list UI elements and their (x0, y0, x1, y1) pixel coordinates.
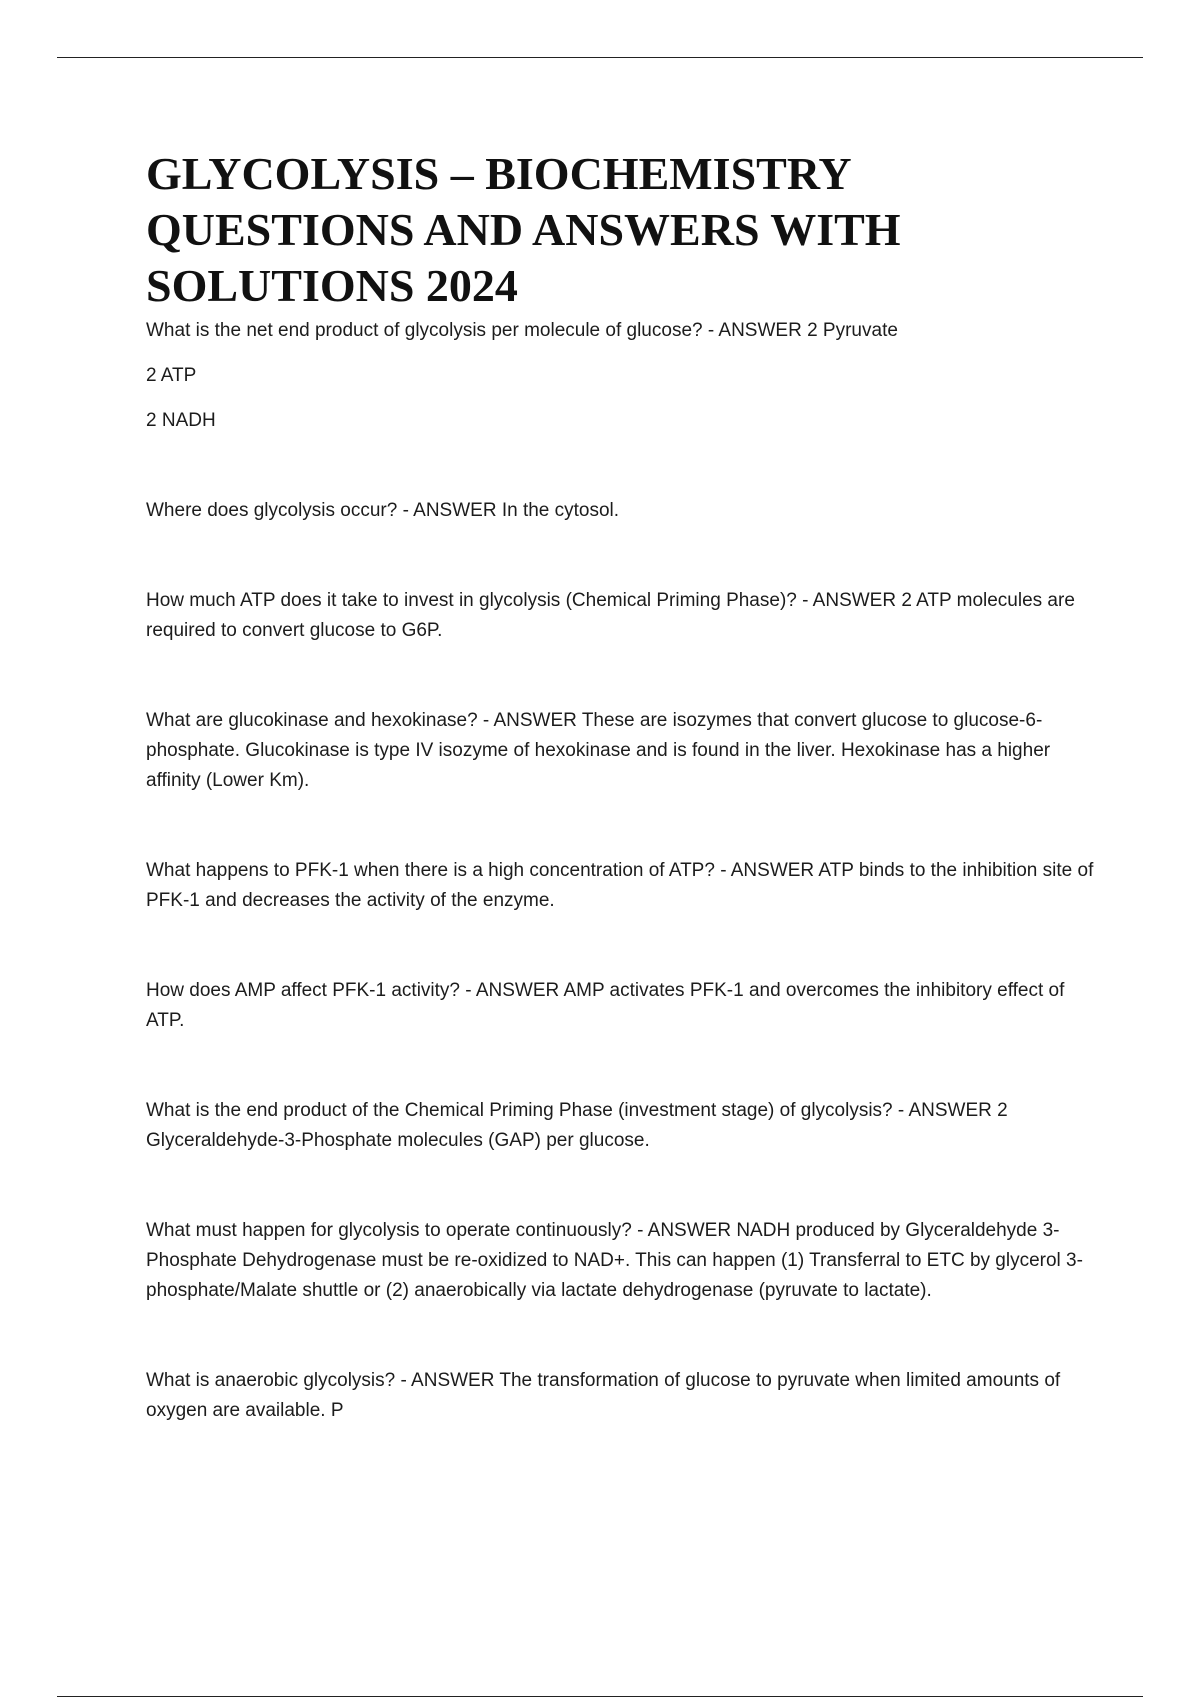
bottom-divider (57, 1696, 1143, 1697)
qa-item (146, 586, 1096, 646)
qa-item (146, 976, 1096, 1036)
qa-text: What are glucokinase and hexokinase? - ANSWER These are isozymes that convert glucose to glucose-6-phosphate. Glucokinase is type IV isozyme of hexokinase and is found in the liver. Hexokinase has a higher affinity (Lower Km). (146, 710, 1051, 791)
qa-item (146, 706, 1096, 796)
qa-text: Where does glycolysis occur? - ANSWER In the cytosol. (146, 500, 620, 521)
qa-text: How does AMP affect PFK-1 activity? - ANSWER AMP activates PFK-1 and overcomes the inhibitory effect of ATP. (146, 980, 1065, 1031)
qa-text: What is anaerobic glycolysis? - ANSWER The transformation of glucose to pyruvate when limited amounts of oxygen are available. P (146, 1370, 1061, 1421)
document-body (146, 146, 1096, 1486)
qa-text: How much ATP does it take to invest in glycolysis (Chemical Priming Phase)? - ANSWER 2 ATP molecules are required to convert glucose to G6P. (146, 590, 1075, 641)
qa-item (146, 316, 1096, 436)
qa-item (146, 856, 1096, 916)
qa-text: What happens to PFK-1 when there is a high concentration of ATP? - ANSWER ATP binds to the inhibition site of PFK-1 and decreases the activity of the enzyme. (146, 860, 1094, 911)
qa-item (146, 496, 1096, 526)
top-divider (57, 57, 1143, 58)
qa-text: What must happen for glycolysis to operate continuously? - ANSWER NADH produced by Glyceraldehyde 3-Phosphate Dehydrogenase must be re-oxidized to NAD+. This can happen (1) Transferral to ETC by glycerol 3-phosphate/Malate shuttle or (2) anaerobically via lactate dehydrogenase (pyruvate to lactate). (146, 1220, 1083, 1301)
qa-text: What is the end product of the Chemical Priming Phase (investment stage) of glycolysis? - ANSWER 2 Glyceraldehyde-3-Phosphate molecules (GAP) per glucose. (146, 1100, 1008, 1151)
qa-extra-line: 2 ATP (146, 365, 197, 386)
qa-item (146, 1366, 1096, 1426)
qa-item (146, 1216, 1096, 1306)
qa-item (146, 1096, 1096, 1156)
qa-list (146, 316, 1096, 1426)
document-title: GLYCOLYSIS – BIOCHEMISTRY QUESTIONS AND ANSWERS WITH SOLUTIONS 2024 (146, 148, 901, 311)
qa-text: What is the net end product of glycolysis per molecule of glucose? - ANSWER 2 Pyruvate (146, 320, 898, 341)
qa-extra-line: 2 NADH (146, 410, 216, 431)
